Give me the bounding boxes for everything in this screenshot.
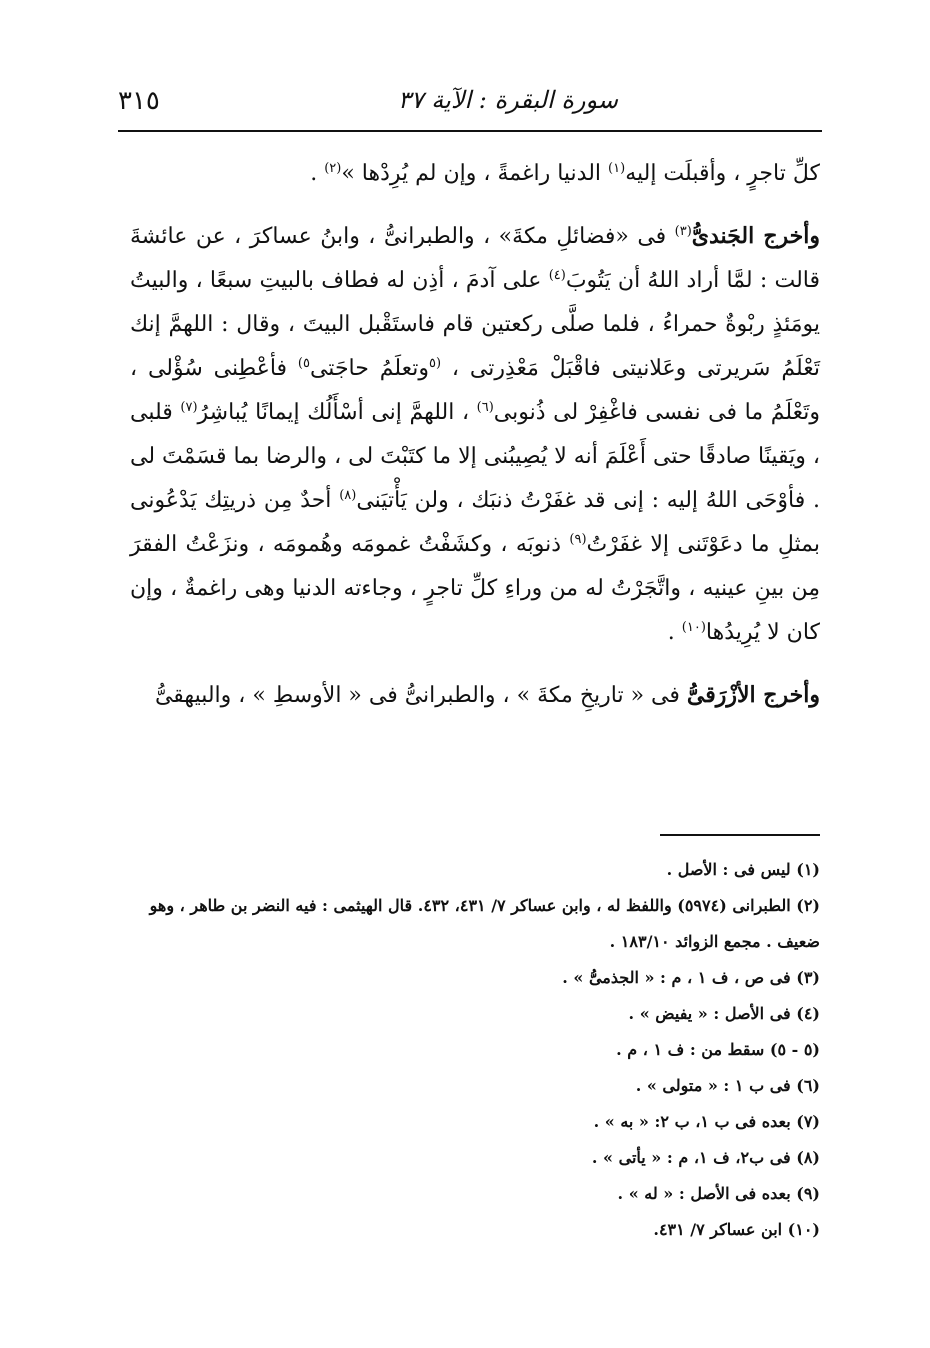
footnote-marker-2: (٢) (324, 161, 342, 176)
footnote-6: (٦) فى ب ١ : « متولى » . (635, 1076, 820, 1095)
footnote-3: (٣) فى ص ، ف ١ ، م : « الجذمىُّ » . (562, 968, 820, 987)
paragraph-2 (130, 214, 820, 655)
footnote-5: (٥ - ٥) سقط من : ف ١ ، م . (616, 1040, 820, 1059)
paragraph-1 (130, 152, 820, 196)
paragraph-lead: وأخرج الأزْرَقىُّ (686, 682, 820, 708)
footnote-2: (٢) الطبرانى (٥٩٧٤) واللفظ له ، وابن عساكر ٧/ ٤٣١، ٤٣٢. قال الهيثمى : فيه النضر بن طاهر ، وهو ضعيف . مجمع الزوائد ١٨٣/١٠ . (149, 896, 820, 951)
footnote-10: (١٠) ابن عساكر ٧/ ٤٣١. (653, 1220, 820, 1239)
text-segment: فى « تاريخِ مكةَ » ، والطبرانىُّ فى « الأوسطِ » ، والبيهقىُّ (154, 683, 687, 708)
text-segment: قلبى ، ويَقينًا صادقًا حتى أَعْلَمَ أنه لا يُصِيبُنى إلا ما كتَبْتَ لى ، والرضا بما قسَمْتَ لى . فأوْحَى اللهُ إليه : إنى قد غفَرْتُ ذنبَك ، ولن يَأْتيَنى (130, 400, 820, 513)
footnote-marker-4: (٤) (548, 268, 566, 283)
text-segment: ذنوبَه ، وكشَفْتُ غمومَه وهُمومَه ، ونزَعْتُ الفقرَ مِن بينِ عينيه ، واتَّجَرْتُ له من وراءِ كلِّ تاجرٍ ، وجاءته الدنيا وهى راغمةٌ ، وإن كان لا يُرِيدُها (130, 532, 820, 645)
footnote-marker-9: (٩) (569, 532, 587, 547)
text-segment: . (310, 161, 325, 186)
footnotes (110, 852, 820, 1248)
text-segment: وتعلَمُ حاجَتى (309, 356, 429, 381)
footnote-marker-8: (٨) (339, 488, 357, 503)
paragraph-lead: وأخرج الجَندىُّ (691, 223, 820, 249)
footnote-7: (٧) بعده فى ب ١، ب ٢: « به » . (593, 1112, 820, 1131)
footnote-marker-5-open: (٥ (429, 356, 442, 371)
footnote-marker-3: (٣) (674, 224, 692, 239)
text-segment: أحدٌ مِن ذريتِك يَدْعُونى بمثلِ ما دعَوْتَنى إلا غفَرْتُ (130, 488, 820, 557)
text-segment: ، اللهمَّ إنى أسْأَلُك إيمانًا يُباشِرُ (197, 400, 477, 425)
text-segment: على آدمَ ، أذِن له فطاف بالبيتِ سبعًا ، والبيتُ يومَئذٍ ربْوةٌ حمراءُ ، فلما صلَّى ركعتين قام فاستَقْبل البيتَ ، وقال : اللهمَّ إنك تَعْلَمُ سَريرتى وعَلانيتى فاقْبَلْ مَعْذِرتى ، (130, 268, 820, 381)
running-title: سورة البقرة : الآية ٣٧ (397, 86, 618, 114)
footnote-marker-6: (٦) (476, 400, 494, 415)
footnote-separator (660, 834, 820, 836)
footnote-9: (٩) بعده فى الأصل : « له » . (617, 1184, 820, 1203)
page-number: ٣١٥ (118, 86, 160, 116)
footnote-marker-1: (١) (608, 161, 626, 176)
running-header (118, 82, 818, 122)
footnote-8: (٨) فى ب٢، ف ١، م : « يأتى » . (591, 1148, 820, 1167)
main-text (130, 152, 820, 736)
footnote-marker-5-close: ٥) (297, 356, 310, 371)
footnote-1: (١) ليس فى : الأصل . (666, 860, 820, 879)
paragraph-3 (130, 673, 820, 718)
text-segment: فأعْطِنى سُؤْلى ، وتَعْلَمُ ما فى نفسى فاغْفِرْ لى ذُنوبى (130, 356, 820, 425)
text-segment: الدنيا راغمةً ، وإن لم يُرِدْها » (341, 161, 609, 186)
footnote-marker-10: (١٠) (681, 620, 706, 635)
text-segment: . (667, 620, 682, 645)
text-segment: كلِّ تاجرٍ ، وأقبلَت إليه (625, 161, 820, 186)
footnote-marker-7: (٧) (180, 400, 198, 415)
footnote-4: (٤) فى الأصل : « يفيض » . (628, 1004, 820, 1023)
text-segment: فى «فضائلِ مكةَ» ، والطبرانىُّ ، وابنُ عساكرَ ، عن عائشةَ قالت : لمَّا أراد اللهُ أن يَتُوبَ (130, 224, 821, 293)
header-rule (118, 130, 822, 132)
